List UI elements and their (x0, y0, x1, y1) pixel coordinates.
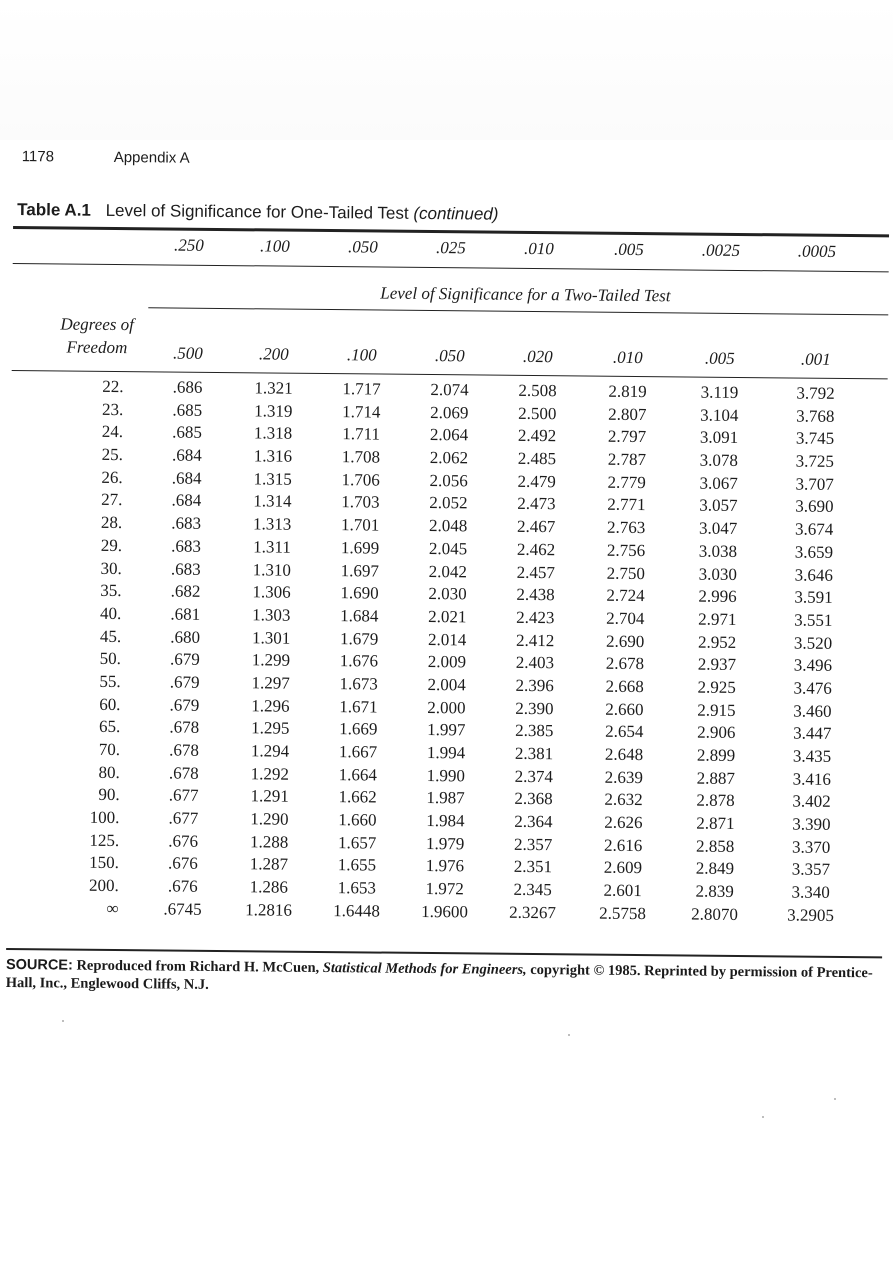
critical-value-cell: .684 (171, 445, 202, 465)
two-tailed-level: .050 (434, 346, 465, 366)
critical-value-cell: 3.067 (699, 473, 738, 493)
critical-value-cell: 1.318 (253, 423, 293, 444)
critical-value-cell: 3.402 (792, 791, 831, 812)
df-cell: 60. (99, 694, 121, 714)
critical-value-cell: 1.673 (339, 674, 378, 694)
critical-value-cell: 2.064 (429, 425, 469, 445)
critical-value-cell: 2.021 (428, 606, 467, 627)
critical-value-cell: 1.292 (250, 763, 290, 784)
df-cell: 90. (98, 785, 120, 805)
critical-value-cell: 2.462 (516, 539, 556, 560)
critical-value-cell: 3.435 (792, 746, 832, 766)
critical-value-cell: .676 (168, 853, 198, 874)
table-caption (106, 201, 499, 224)
critical-value-cell: 2.858 (695, 836, 735, 856)
critical-value-cell: 2.678 (605, 653, 645, 674)
critical-value-cell: 1.976 (425, 856, 465, 876)
critical-value-cell: 3.690 (795, 496, 834, 517)
critical-value-cell: .678 (168, 763, 199, 783)
critical-value-cell: 3.659 (794, 542, 834, 562)
critical-value-cell: 3.057 (699, 496, 738, 516)
critical-value-cell: 2.871 (696, 813, 735, 834)
critical-value-cell: 1.321 (254, 378, 293, 398)
critical-value-cell: 2.074 (430, 380, 469, 400)
critical-value-cell: 1.290 (250, 809, 289, 829)
page-number: 1178 (21, 148, 55, 166)
df-cell: 30. (100, 558, 122, 578)
critical-value-cell: .679 (169, 672, 200, 692)
critical-value-cell: 2.952 (697, 632, 737, 652)
critical-value-cell: 2.5758 (599, 903, 646, 923)
one-tailed-level: .100 (259, 236, 290, 256)
critical-value-cell: 1.295 (251, 718, 290, 738)
two-tailed-title: Level of Significance for a Two-Tailed Test (380, 283, 671, 306)
critical-value-cell: .684 (171, 468, 202, 488)
critical-value-cell: 1.316 (253, 446, 293, 466)
two-tailed-level: .001 (800, 349, 831, 369)
source-book-title: Statistical Methods for Engineers, (322, 960, 527, 978)
two-tailed-level: .100 (346, 345, 377, 365)
critical-value-cell: 3.520 (793, 633, 833, 653)
critical-value-cell: 2.626 (604, 812, 643, 833)
critical-value-cell: 3.416 (792, 769, 832, 789)
paper-speck (762, 1116, 764, 1118)
one-tailed-level: .250 (173, 235, 204, 255)
critical-value-cell: 1.701 (341, 515, 380, 535)
critical-value-cell: 2.000 (427, 697, 466, 717)
critical-value-cell: 1.314 (253, 491, 292, 512)
critical-value-cell: 2.616 (603, 835, 643, 855)
critical-value-cell: 2.467 (517, 516, 556, 537)
critical-value-cell: 2.412 (515, 630, 555, 650)
df-cell: 80. (98, 762, 120, 782)
critical-value-cell: 2.357 (513, 834, 553, 854)
two-tailed-level: .005 (704, 348, 735, 368)
critical-value-cell: 3.030 (698, 564, 737, 584)
critical-value-cell: 2.351 (513, 857, 553, 877)
paper-speck (62, 1020, 64, 1022)
critical-value-cell: 2.668 (605, 676, 644, 697)
critical-value-cell: .678 (169, 740, 200, 760)
critical-value-cell: 1.708 (341, 447, 381, 467)
critical-value-cell: 2.839 (695, 881, 734, 902)
critical-value-cell: 3.496 (793, 655, 833, 676)
critical-value-cell: 1.286 (249, 877, 288, 897)
df-cell: 200. (88, 875, 119, 896)
critical-value-cell: .683 (171, 513, 202, 533)
critical-value-cell: 1.310 (252, 559, 292, 580)
two-tailed-level: .020 (522, 346, 553, 367)
critical-value-cell: 2.819 (608, 381, 647, 402)
df-header-line2: Freedom (66, 337, 128, 358)
two-tailed-levels-row (12, 342, 888, 372)
critical-value-cell: 3.745 (795, 428, 835, 449)
df-cell: 150. (89, 853, 120, 873)
df-cell: 55. (99, 671, 121, 691)
critical-value-cell: 1.987 (426, 788, 465, 808)
critical-value-cell: 2.878 (696, 790, 735, 811)
critical-value-cell: .676 (167, 876, 198, 896)
critical-value-cell: 2.849 (695, 859, 735, 879)
df-cell: 45. (99, 626, 122, 646)
critical-value-cell: .678 (169, 717, 200, 738)
critical-value-cell: 2.062 (429, 448, 469, 468)
critical-value-cell: 3.768 (796, 406, 835, 426)
df-cell: 22. (102, 376, 124, 397)
critical-value-cell: 2.660 (605, 699, 644, 719)
critical-value-cell: 1.669 (339, 719, 378, 739)
critical-value-cell: 2.030 (428, 584, 467, 604)
critical-value-cell: 1.2816 (245, 900, 292, 920)
critical-value-cell: 1.990 (426, 765, 466, 786)
critical-value-cell: 2.906 (697, 722, 736, 743)
two-tailed-level: .200 (258, 344, 289, 364)
critical-value-cell: 2.724 (606, 585, 645, 606)
critical-value-cell: 3.340 (791, 882, 830, 902)
two-tailed-level: .500 (172, 343, 203, 363)
one-tailed-level: .025 (435, 238, 466, 258)
table-label: Table A.1 (17, 200, 92, 220)
critical-value-cell: 1.294 (250, 741, 290, 761)
critical-value-cell: 2.704 (606, 608, 645, 628)
df-cell: 23. (101, 399, 124, 419)
critical-value-cell: 1.657 (337, 832, 377, 853)
critical-value-cell: 2.887 (696, 768, 736, 788)
critical-value-cell: 2.648 (604, 744, 644, 765)
critical-value-cell: 2.971 (698, 609, 737, 629)
critical-value-cell: 3.707 (795, 474, 834, 494)
df-cell: 24. (101, 422, 124, 442)
df-header-line1: Degrees of (60, 314, 134, 335)
critical-value-cell: 3.104 (700, 405, 739, 425)
critical-value-cell: 2.368 (514, 789, 553, 809)
critical-value-cell: 2.750 (606, 563, 645, 583)
critical-value-cell: 2.639 (604, 767, 644, 787)
critical-value-cell: .682 (170, 581, 201, 601)
critical-value-cell: 2.457 (516, 562, 555, 582)
critical-value-cell: .677 (168, 785, 199, 806)
critical-value-cell: .683 (171, 536, 201, 556)
df-cell: 28. (100, 512, 123, 533)
critical-value-cell: .677 (168, 808, 199, 828)
critical-value-cell: 1.301 (251, 627, 291, 648)
critical-value-cell: 1.287 (249, 854, 289, 875)
critical-value-cell: 3.357 (791, 859, 831, 880)
critical-value-cell: 2.508 (518, 380, 557, 401)
source-note (6, 956, 882, 1000)
critical-value-cell: 1.296 (251, 695, 290, 716)
critical-value-cell: 1.664 (338, 764, 378, 785)
critical-value-cell: 2.937 (697, 654, 737, 675)
df-cell: 100. (89, 807, 120, 828)
df-cell: 35. (100, 581, 122, 601)
critical-value-cell: .679 (169, 695, 200, 715)
critical-value-cell: 1.291 (250, 786, 289, 807)
critical-value-cell: 1.653 (337, 878, 376, 898)
critical-value-cell: 1.311 (253, 537, 291, 557)
critical-value-cell: .680 (170, 627, 201, 647)
critical-value-cell: 2.438 (516, 585, 555, 605)
critical-value-cell: 1.315 (253, 469, 292, 489)
critical-value-cell: 2.609 (603, 858, 643, 878)
critical-value-cell: 1.703 (341, 492, 380, 512)
df-cell: 27. (101, 490, 123, 510)
critical-value-cell: 3.674 (794, 519, 834, 540)
critical-value-cell: 2.423 (516, 607, 555, 628)
critical-value-cell: 3.476 (793, 678, 832, 698)
critical-value-cell: 1.662 (338, 787, 377, 807)
one-tailed-levels-row (13, 234, 889, 264)
critical-value-cell: 2.374 (514, 766, 554, 786)
df-cell: 70. (98, 739, 121, 760)
critical-value-cell: 2.779 (607, 472, 646, 492)
book-page (5, 130, 890, 1038)
two-tailed-level: .010 (612, 347, 643, 368)
one-tailed-level: .0005 (797, 241, 837, 261)
critical-value-cell: 2.056 (429, 470, 468, 491)
critical-value-cell: 3.792 (796, 383, 835, 403)
critical-value-cell: 3.2905 (787, 905, 834, 925)
critical-value-cell: 3.078 (699, 450, 739, 471)
critical-value-cell: 1.717 (342, 379, 381, 399)
df-cell: 125. (89, 830, 120, 850)
critical-value-cell: 2.763 (606, 517, 646, 538)
critical-value-cell: 2.756 (606, 540, 646, 560)
critical-value-cell: .6745 (163, 899, 202, 919)
critical-value-cell: 2.345 (513, 879, 552, 900)
one-tailed-rule (13, 263, 889, 273)
critical-value-cell: 2.473 (517, 494, 556, 514)
critical-value-cell: 1.699 (340, 537, 380, 558)
critical-value-cell: 1.306 (252, 582, 291, 602)
df-cell: 65. (98, 717, 121, 737)
critical-value-cell: 3.725 (795, 451, 835, 471)
one-tailed-level: .0025 (701, 240, 741, 260)
critical-value-cell: 3.091 (699, 427, 739, 448)
one-tailed-level: .010 (523, 238, 554, 259)
critical-value-cell: 1.684 (340, 606, 379, 626)
df-cell: 50. (99, 649, 122, 669)
two-tailed-rule (148, 307, 888, 315)
critical-value-cell: 1.297 (251, 673, 290, 693)
one-tailed-level: .050 (347, 237, 378, 257)
critical-value-cell: 1.679 (339, 628, 379, 649)
critical-value-cell: .683 (170, 559, 201, 579)
critical-value-cell: 1.994 (426, 742, 466, 763)
critical-value-cell: 1.9600 (421, 901, 468, 922)
one-tailed-level: .005 (613, 239, 644, 260)
critical-value-cell: 1.319 (254, 401, 293, 421)
critical-value-cell: 2.787 (607, 449, 647, 470)
critical-value-cell: 2.690 (605, 631, 645, 651)
critical-value-cell: 1.984 (426, 811, 465, 831)
source-label: SOURCE: (5, 956, 73, 974)
df-cell: 29. (100, 535, 123, 555)
critical-value-cell: 1.997 (427, 720, 466, 740)
critical-value-cell: 1.288 (249, 832, 289, 852)
critical-value-cell: 3.551 (794, 610, 833, 630)
critical-value-cell: 2.048 (429, 516, 468, 536)
critical-value-cell: 2.654 (605, 722, 644, 742)
critical-value-cell: 1.972 (425, 879, 464, 899)
critical-value-cell: 3.460 (793, 701, 832, 721)
critical-value-cell: 2.8070 (691, 904, 738, 924)
critical-value-cell: 3.038 (698, 541, 738, 561)
critical-value-cell: 1.299 (251, 650, 291, 670)
critical-value-cell: 2.045 (428, 538, 468, 559)
paper-speck (568, 1034, 570, 1036)
critical-value-cell: .685 (172, 400, 203, 420)
section-title: Appendix A (113, 148, 190, 167)
critical-value-cell: 2.381 (514, 743, 554, 764)
critical-value-cell: 3.447 (793, 723, 832, 744)
critical-value-cell: 2.925 (697, 677, 736, 697)
critical-value-cell: 1.667 (338, 742, 378, 762)
df-cell: 26. (101, 467, 123, 487)
critical-value-cell: 2.915 (697, 700, 736, 720)
critical-value-cell: .676 (168, 831, 199, 851)
critical-value-cell: 1.660 (338, 810, 377, 830)
critical-value-cell: 1.655 (337, 855, 377, 875)
critical-value-cell: 1.671 (339, 696, 378, 717)
source-text-after: copyright © 1985. Reprinted by permission of Prentice-Hall, Inc., Englewood Cliffs, N.J. (5, 961, 873, 993)
caption-continued: (continued) (413, 203, 499, 224)
critical-value-cell: 1.979 (425, 833, 465, 854)
critical-value-cell: 2.009 (427, 652, 467, 672)
critical-value-cell: 1.690 (340, 583, 379, 603)
critical-value-cell: 2.052 (429, 493, 468, 513)
caption-text: Level of Significance for One-Tailed Test (105, 200, 409, 223)
critical-value-cell: 3.591 (794, 587, 833, 608)
critical-value-cell: 2.899 (696, 745, 736, 765)
critical-value-cell: 2.396 (515, 675, 554, 696)
critical-value-cell: 2.485 (517, 448, 557, 469)
df-cell: ∞ (106, 898, 119, 918)
critical-value-cell: 2.004 (427, 674, 466, 695)
critical-value-cell: .681 (170, 604, 201, 624)
critical-value-cell: 1.714 (342, 401, 381, 422)
critical-value-cell: 2.069 (430, 402, 469, 423)
critical-value-cell: 3.047 (698, 518, 738, 539)
critical-value-cell: .679 (169, 649, 200, 670)
critical-value-cell: 2.601 (603, 880, 642, 901)
paper-speck (834, 1098, 836, 1100)
critical-value-cell: 3.370 (791, 837, 831, 857)
critical-value-cell: 2.042 (428, 561, 468, 581)
critical-value-cell: 2.3267 (509, 902, 556, 923)
critical-value-cell: 2.479 (517, 471, 556, 491)
critical-value-cell: 2.364 (514, 811, 553, 832)
source-text-before: Reproduced from Richard H. McCuen, (76, 957, 320, 976)
critical-value-cell: .685 (172, 422, 203, 443)
critical-value-cell: 2.014 (427, 629, 467, 649)
critical-value-cell: 3.390 (792, 814, 831, 834)
critical-value-cell: 3.646 (794, 565, 833, 585)
df-cell: 40. (100, 603, 122, 623)
critical-value-cell: 1.313 (253, 514, 292, 534)
page-background (0, 0, 893, 140)
critical-value-cell: 2.492 (517, 426, 557, 446)
critical-value-cell: 3.119 (700, 382, 739, 402)
table-title (17, 200, 498, 225)
critical-value-cell: 2.403 (515, 653, 555, 673)
critical-value-cell: 2.500 (518, 403, 557, 423)
critical-value-cell: 2.996 (698, 586, 737, 607)
critical-value-cell: 1.6448 (333, 900, 380, 921)
running-header (22, 148, 190, 174)
critical-value-cell: 2.390 (515, 698, 554, 718)
critical-value-cell: 2.807 (608, 404, 647, 424)
critical-value-cell: 1.303 (252, 605, 291, 625)
df-cell: 25. (101, 444, 123, 465)
critical-value-cell: 1.711 (342, 424, 380, 444)
critical-value-cell: .684 (171, 490, 202, 511)
critical-value-cell: 2.632 (604, 790, 643, 810)
critical-value-cell: 1.706 (341, 469, 380, 490)
critical-value-cell: 2.771 (607, 495, 646, 515)
t-table-body (6, 376, 887, 929)
critical-value-cell: 1.676 (339, 651, 379, 671)
critical-value-cell: 2.797 (607, 427, 647, 447)
critical-value-cell: .686 (172, 377, 203, 397)
critical-value-cell: 1.697 (340, 560, 380, 581)
critical-value-cell: 2.385 (515, 721, 554, 741)
